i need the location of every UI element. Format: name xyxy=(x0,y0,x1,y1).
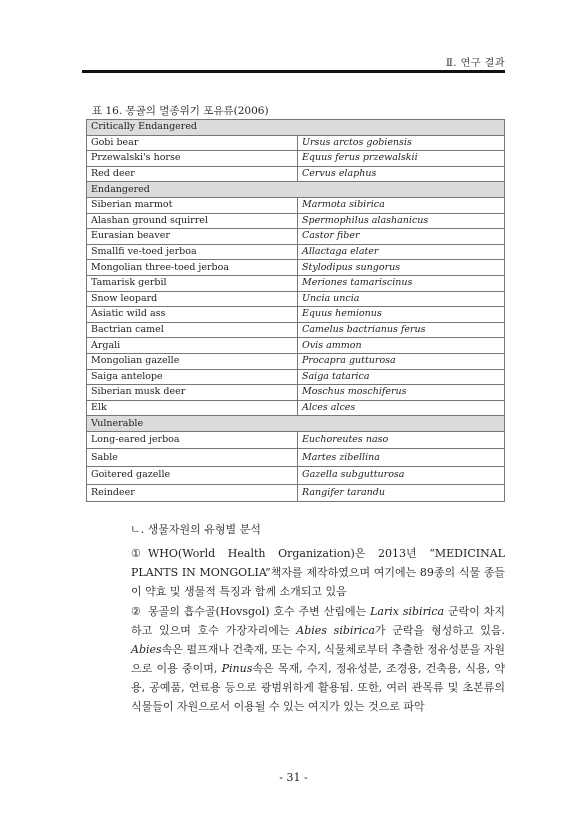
paragraph-text: WHO(World Health Organization)은 2013년 “MEDICINAL PLANTS IN MONGOLIA”책자를 제작하였으며 여기에는 89종의 식물 종들이 약효 및 생물적 특징과 함께 소개되고 있음 xyxy=(131,547,505,598)
table-row xyxy=(87,431,505,449)
table-row xyxy=(87,449,505,467)
scientific-name: Ovis ammon xyxy=(298,338,505,354)
table-row xyxy=(87,338,505,354)
endangered-mammals-table xyxy=(86,119,505,502)
table-row xyxy=(87,307,505,323)
scientific-name: Equus hemionus xyxy=(298,307,505,323)
paragraph-item-1 xyxy=(131,544,505,601)
scientific-name: Cervus elaphus xyxy=(298,166,505,182)
common-name: Tamarisk gerbil xyxy=(87,275,298,291)
scientific-name: Uncia uncia xyxy=(298,291,505,307)
scientific-name: Martes zibellina xyxy=(298,449,505,467)
running-header: Ⅱ. 연구 결과 xyxy=(446,58,505,69)
species-name: Larix sibirica xyxy=(370,605,445,618)
common-name: Argali xyxy=(87,338,298,354)
common-name: Sable xyxy=(87,449,298,467)
scientific-name: Camelus bactrianus ferus xyxy=(298,322,505,338)
scientific-name: Saiga tatarica xyxy=(298,369,505,385)
table-row xyxy=(87,244,505,260)
common-name: Snow leopard xyxy=(87,291,298,307)
common-name: Gobi bear xyxy=(87,135,298,151)
scientific-name: Rangifer tarandu xyxy=(298,484,505,502)
paragraph-text: 가 군락을 형성하고 있음. xyxy=(374,624,505,637)
table-row xyxy=(87,353,505,369)
table-row xyxy=(87,369,505,385)
table-row xyxy=(87,484,505,502)
common-name: Mongolian three-toed jerboa xyxy=(87,260,298,276)
common-name: Asiatic wild ass xyxy=(87,307,298,323)
scientific-name: Castor fiber xyxy=(298,229,505,245)
page-number: - 31 - xyxy=(279,771,308,784)
table-row xyxy=(87,166,505,182)
common-name: Alashan ground squirrel xyxy=(87,213,298,229)
category-row xyxy=(87,416,505,432)
section-title: ㄴ. 생물자원의 유형별 분석 xyxy=(130,523,261,536)
scientific-name: Ursus arctos gobiensis xyxy=(298,135,505,151)
category-label: Vulnerable xyxy=(87,416,505,432)
table-row xyxy=(87,229,505,245)
species-name: Abies xyxy=(131,643,162,656)
scientific-name: Equus ferus przewalskii xyxy=(298,151,505,167)
table-row xyxy=(87,197,505,213)
scientific-name: Procapra gutturosa xyxy=(298,353,505,369)
common-name: Reindeer xyxy=(87,484,298,502)
scientific-name: Meriones tamariscinus xyxy=(298,275,505,291)
common-name: Bactrian camel xyxy=(87,322,298,338)
common-name: Eurasian beaver xyxy=(87,229,298,245)
common-name: Long-eared jerboa xyxy=(87,431,298,449)
table-caption: 표 16. 몽골의 멸종위기 포유류(2006) xyxy=(92,105,269,117)
table-row xyxy=(87,322,505,338)
header-rule xyxy=(82,70,505,73)
species-name: Pinus xyxy=(221,662,253,675)
category-row xyxy=(87,182,505,198)
paragraph-text: 몽골의 흡수골(Hovsgol) 호수 주변 산림에는 xyxy=(148,605,371,618)
scientific-name: Spermophilus alashanicus xyxy=(298,213,505,229)
table-row xyxy=(87,400,505,416)
paragraph-text: 속은 목재, 수지, 정유성분, 조경용, 건축용, 식용, 약용, 공예품, 연료용 등으로 광범위하게 활용됨. 또한, 여러 관목류 및 초본류의 식물들이 자원으로서 이용될 수 있는 여지가 있는 것으로 파악 xyxy=(131,662,505,713)
scientific-name: Allactaga elater xyxy=(298,244,505,260)
table-row xyxy=(87,151,505,167)
scientific-name: Euchoreutes naso xyxy=(298,431,505,449)
table-row xyxy=(87,260,505,276)
paragraph-text: 군락이 차지하고 있으며 호수 가장자리에는 xyxy=(131,605,506,637)
scientific-name: Stylodipus sungorus xyxy=(298,260,505,276)
table-row xyxy=(87,467,505,485)
table-row xyxy=(87,275,505,291)
common-name: Smallfi ve-toed jerboa xyxy=(87,244,298,260)
common-name: Przewalski's horse xyxy=(87,151,298,167)
species-name: Abies sibirica xyxy=(296,624,375,637)
paragraph-text: 속은 펄프재나 건축재, 또는 수지, 식물체로부터 추출한 정유성분을 자원으로 이용 중이며, xyxy=(131,643,505,675)
category-label: Critically Endangered xyxy=(87,120,505,136)
common-name: Goitered gazelle xyxy=(87,467,298,485)
category-label: Endangered xyxy=(87,182,505,198)
common-name: Siberian marmot xyxy=(87,197,298,213)
table-row xyxy=(87,135,505,151)
scientific-name: Alces alces xyxy=(298,400,505,416)
common-name: Siberian musk deer xyxy=(87,385,298,401)
common-name: Mongolian gazelle xyxy=(87,353,298,369)
category-row xyxy=(87,120,505,136)
table-row xyxy=(87,213,505,229)
table-row xyxy=(87,385,505,401)
scientific-name: Marmota sibirica xyxy=(298,197,505,213)
table-row xyxy=(87,291,505,307)
common-name: Saiga antelope xyxy=(87,369,298,385)
item-marker: ① xyxy=(131,547,141,560)
paragraph-item-2 xyxy=(131,602,505,716)
scientific-name: Moschus moschiferus xyxy=(298,385,505,401)
common-name: Elk xyxy=(87,400,298,416)
common-name: Red deer xyxy=(87,166,298,182)
scientific-name: Gazella subgutturosa xyxy=(298,467,505,485)
item-marker: ② xyxy=(131,605,141,618)
